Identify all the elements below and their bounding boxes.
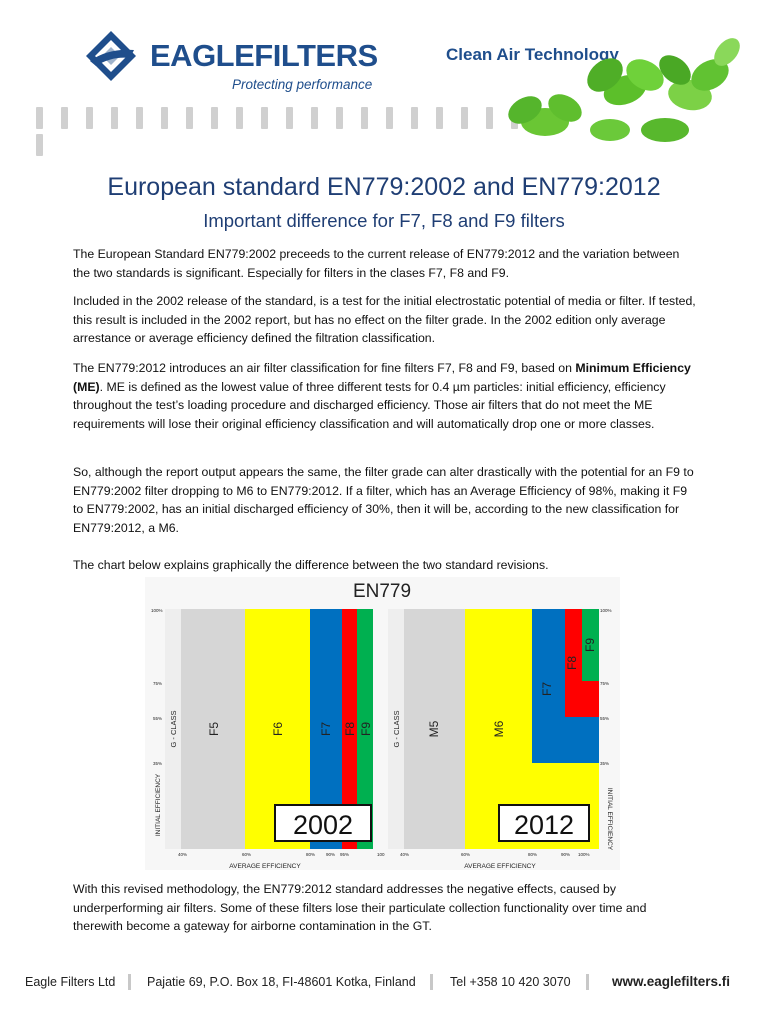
footer-separator — [586, 974, 589, 990]
paragraph-1: The European Standard EN779:2002 preceeds to the current release of EN779:2012 and the variation between the two standards is significant. Especially for filters in the clases F7, F8 and F9. — [73, 247, 680, 280]
y-tick-2012-1: 75% — [600, 681, 610, 686]
x-tick-2012-3: 90% — [561, 852, 571, 857]
f7-label-2012: F7 — [540, 681, 554, 697]
chart-title: EN779 — [352, 581, 412, 602]
x-tick-2002-4: 95% — [340, 852, 350, 857]
y-axis-label-2012: INITIAL EFFICIENCY — [606, 787, 613, 851]
paragraph-4: So, although the report output appears the same, the filter grade can alter drastically with the potential for an F9 to EN779:2002 filter dropping to M6 to EN779:2012. If a filter, which has an Average Efficiency of 98%, making it F9 to EN779:2002, has an initial discharged efficiency of 30%, then it will be, according to the new classification for EN779:2012, a M6. — [73, 465, 694, 535]
g-class-label-2012: G - CLASS — [392, 710, 401, 748]
f6-label: F6 — [271, 721, 285, 737]
paragraph-5: The chart below explains graphically the difference between the two standard revisions. — [73, 558, 549, 572]
clover-leaves-image — [505, 30, 745, 150]
x-tick-2002-3: 90% — [326, 852, 336, 857]
x-tick-2002-5: 100 — [377, 852, 385, 857]
en779-chart — [145, 577, 620, 870]
x-tick-2002-1: 60% — [242, 852, 252, 857]
footer-address: Pajatie 69, P.O. Box 18, FI-48601 Kotka, Finland — [147, 975, 416, 989]
f9-label-2002: F9 — [359, 721, 373, 737]
decorative-stripes — [36, 107, 556, 129]
paragraph-2: Included in the 2002 release of the standard, is a test for the initial electrostatic potential of media or filter. If tested, this result is included in the 2002 report, but has no effect on the filter grade. In the 2002 edition only average arrestance or average efficiency defined the filtration classification. — [73, 294, 696, 346]
x-tick-2012-4: 100% — [578, 852, 590, 857]
year-label-2002: 2002 — [292, 810, 354, 840]
page-subtitle: Important difference for F7, F8 and F9 filters — [203, 210, 565, 231]
f7-label-2002: F7 — [319, 721, 333, 737]
f8-label-2002: F8 — [343, 721, 357, 737]
y-tick-2012-0: 100% — [600, 608, 612, 613]
g-class-label-2002: G - CLASS — [169, 710, 178, 748]
eagle-logo-icon — [82, 28, 140, 84]
x-axis-label-2012: AVERAGE EFFICIENCY — [464, 863, 536, 870]
paragraph-3 — [73, 359, 698, 433]
brand-tagline: Protecting performance — [232, 77, 373, 92]
page-title: European standard EN779:2002 and EN779:2012 — [107, 173, 661, 201]
m6-label: M6 — [492, 720, 506, 738]
footer-company: Eagle Filters Ltd — [25, 975, 116, 989]
m5-label: M5 — [427, 720, 441, 738]
y-axis-label-2002: INITIAL EFFICIENCY — [155, 773, 162, 837]
brand-name: EAGLEFILTERS — [150, 38, 378, 73]
y-tick-2012-3: 35% — [600, 761, 610, 766]
y-tick-2012-2: 55% — [600, 716, 610, 721]
minimum-efficiency-term: Minimum Efficiency (ME) — [73, 361, 691, 394]
x-axis-label-2002: AVERAGE EFFICIENCY — [229, 863, 301, 870]
f9-label-2012: F9 — [583, 637, 597, 653]
slogan: Clean Air Technology — [446, 45, 619, 64]
footer-phone: Tel +358 10 420 3070 — [450, 975, 571, 989]
paragraph-3-text-end: . ME is defined as the lowest value of three different tests for 0.4 µm particles: initial efficiency, efficiency throughout the test’s loading procedure and discharged efficiency. Those air filters that do not meet the ME requirements will lose their original efficiency classification and will automatically drop one or more classes. — [73, 379, 666, 431]
y-tick-2002-3: 35% — [153, 761, 163, 766]
x-tick-2002-2: 80% — [306, 852, 316, 857]
x-tick-2012-2: 80% — [528, 852, 538, 857]
f8-label-2012: F8 — [565, 655, 579, 671]
footer — [0, 972, 768, 996]
footer-website-link[interactable]: www.eaglefilters.fi — [612, 974, 731, 989]
paragraph-6: With this revised methodology, the EN779:2012 standard addresses the negative effects, caused by underperforming air filters. Some of these filters lose their particulate collection functionality over time and therewith become a gateway for airborne contamination in the GT. — [73, 882, 647, 934]
x-tick-2002-0: 40% — [178, 852, 188, 857]
x-tick-2012-1: 60% — [461, 852, 471, 857]
year-label-2012: 2012 — [513, 810, 575, 840]
paragraph-3-text: The EN779:2012 introduces an air filter classification for fine filters F7, F8 and F9, based on — [73, 361, 576, 375]
footer-separator — [128, 974, 131, 990]
footer-separator — [430, 974, 433, 990]
x-tick-2012-0: 40% — [400, 852, 410, 857]
y-tick-2002-2: 55% — [153, 716, 163, 721]
y-tick-2002-0: 100% — [151, 608, 163, 613]
y-tick-2002-1: 75% — [153, 681, 163, 686]
f5-label: F5 — [207, 721, 221, 737]
